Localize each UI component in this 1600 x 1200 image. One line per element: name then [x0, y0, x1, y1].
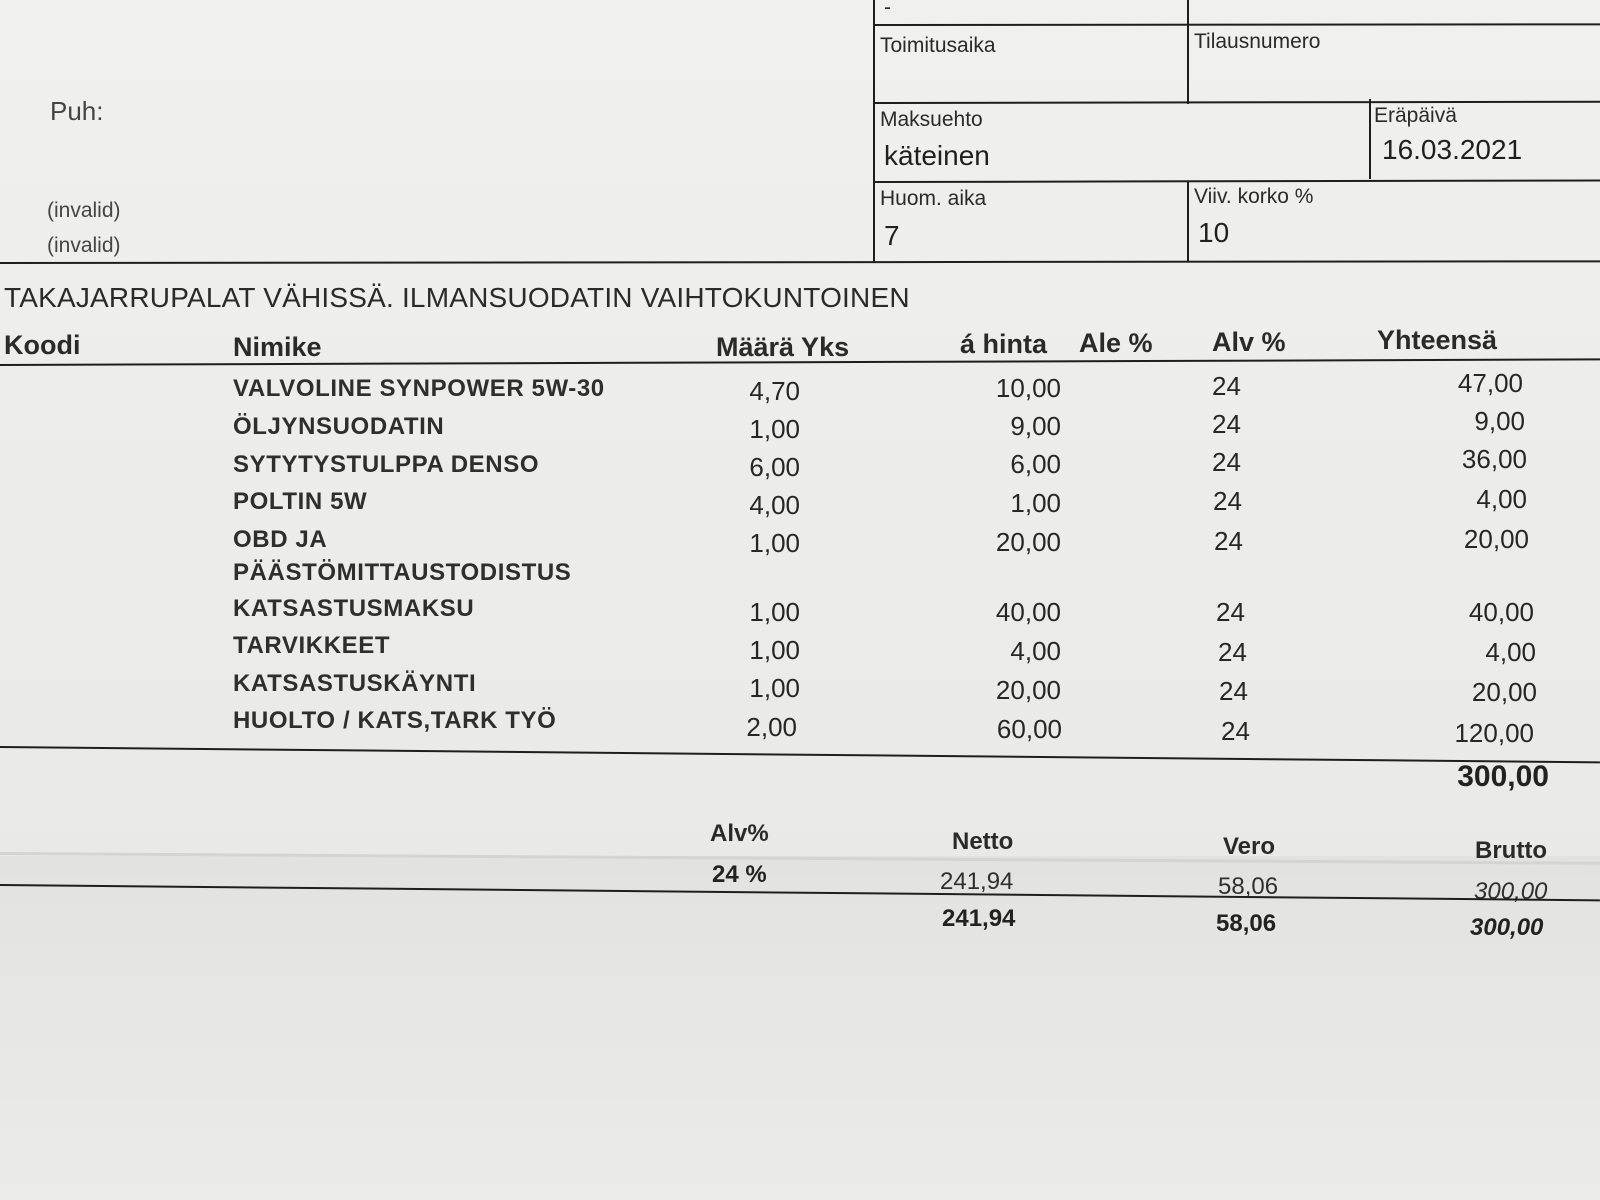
item-name: ÖLJYNSUODATIN: [233, 413, 445, 440]
item-total: 4,00: [1476, 484, 1527, 514]
erapaiva-label: Eräpäivä: [1374, 104, 1457, 127]
huom-aika-label: Huom. aika: [880, 187, 987, 210]
toimitusaika-label: Toimitusaika: [880, 34, 996, 57]
item-vat: 24: [1216, 597, 1245, 627]
item-name: TARVIKKEET: [233, 632, 391, 659]
vat-summary-brutto: 300,00: [1474, 878, 1548, 905]
vat-summary-rate: 24 %: [712, 861, 767, 888]
viiv-korko-value: 10: [1198, 217, 1230, 248]
invoice-notes: TAKAJARRUPALAT VÄHISSÄ. ILMANSUODATIN VAIHTOKUNTOINEN: [4, 282, 910, 313]
vat-total-vero: 58,06: [1216, 910, 1277, 937]
item-price: 60,00: [996, 714, 1062, 744]
col-ale: Ale %: [1079, 328, 1153, 358]
col-nimike: Nimike: [233, 332, 322, 362]
item-total: 4,00: [1485, 637, 1536, 667]
item-total: 9,00: [1474, 406, 1525, 436]
vat-total-brutto: 300,00: [1470, 914, 1544, 941]
item-price: 10,00: [995, 373, 1061, 403]
item-qty: 1,00: [749, 673, 800, 703]
lower-paper-sheet: [0, 856, 1600, 1200]
item-total: 36,00: [1461, 444, 1527, 474]
item-qty: 1,00: [749, 414, 800, 444]
item-name: POLTIN 5W: [233, 488, 368, 515]
grand-total: 300,00: [1457, 760, 1549, 793]
huom-aika-value: 7: [884, 220, 900, 251]
puh-label: Puh:: [50, 96, 104, 126]
vat-summary-vero-header: Vero: [1223, 833, 1276, 860]
maksuehto-label: Maksuehto: [880, 108, 983, 131]
vat-summary-alv-header: Alv%: [710, 820, 769, 847]
item-qty: 6,00: [749, 452, 800, 482]
item-price: 20,00: [995, 675, 1061, 705]
item-total: 120,00: [1454, 718, 1534, 748]
item-qty: 1,00: [749, 528, 800, 558]
item-vat: 24: [1214, 526, 1243, 556]
item-name: SYTYTYSTULPPA DENSO: [233, 451, 540, 478]
col-yhteensa: Yhteensä: [1377, 325, 1498, 355]
vat-summary-netto-header: Netto: [952, 828, 1014, 855]
item-qty: 1,00: [749, 597, 800, 627]
item-vat: 24: [1218, 637, 1247, 667]
vat-total-netto: 241,94: [942, 905, 1016, 932]
vat-summary-brutto-header: Brutto: [1475, 837, 1547, 864]
item-total: 20,00: [1471, 677, 1537, 707]
item-qty: 4,70: [749, 376, 800, 406]
top-cell-dash: -: [884, 0, 891, 19]
item-total: 40,00: [1468, 597, 1534, 627]
item-qty: 1,00: [749, 635, 800, 665]
item-price: 40,00: [995, 597, 1061, 627]
item-name: KATSASTUSKÄYNTI: [233, 670, 477, 697]
maksuehto-value: käteinen: [884, 140, 990, 171]
item-qty: 4,00: [749, 490, 800, 520]
item-price: 6,00: [1010, 449, 1061, 479]
item-vat: 24: [1212, 371, 1241, 401]
item-qty: 2,00: [746, 712, 797, 742]
item-name: VALVOLINE SYNPOWER 5W-30: [233, 375, 605, 402]
item-name: KATSASTUSMAKSU: [233, 595, 475, 622]
tilausnumero-label: Tilausnumero: [1194, 30, 1321, 53]
item-vat: 24: [1221, 716, 1250, 746]
col-a-hinta: á hinta: [960, 329, 1048, 359]
item-total: 20,00: [1463, 524, 1529, 554]
vat-summary-vero: 58,06: [1218, 873, 1279, 900]
item-vat: 24: [1219, 676, 1248, 706]
erapaiva-value: 16.03.2021: [1382, 134, 1523, 165]
invalid-text-1: (invalid): [47, 199, 121, 222]
item-name-continued: PÄÄSTÖMITTAUSTODISTUS: [233, 559, 572, 586]
item-price: 20,00: [995, 527, 1061, 557]
col-maara-yks: Määrä Yks: [716, 332, 850, 362]
item-price: 1,00: [1010, 488, 1061, 518]
viiv-korko-label: Viiv. korko %: [1194, 185, 1314, 208]
item-total: 47,00: [1457, 368, 1523, 398]
item-vat: 24: [1213, 486, 1242, 516]
vat-summary-netto: 241,94: [940, 868, 1014, 895]
item-vat: 24: [1212, 447, 1241, 477]
item-price: 4,00: [1010, 636, 1061, 666]
invalid-text-2: (invalid): [47, 234, 121, 257]
col-koodi: Koodi: [4, 330, 81, 360]
col-alv: Alv %: [1212, 327, 1286, 357]
item-name: OBD JA: [233, 526, 328, 553]
item-price: 9,00: [1010, 411, 1061, 441]
item-vat: 24: [1212, 409, 1241, 439]
item-name: HUOLTO / KATS,TARK TYÖ: [233, 707, 557, 734]
